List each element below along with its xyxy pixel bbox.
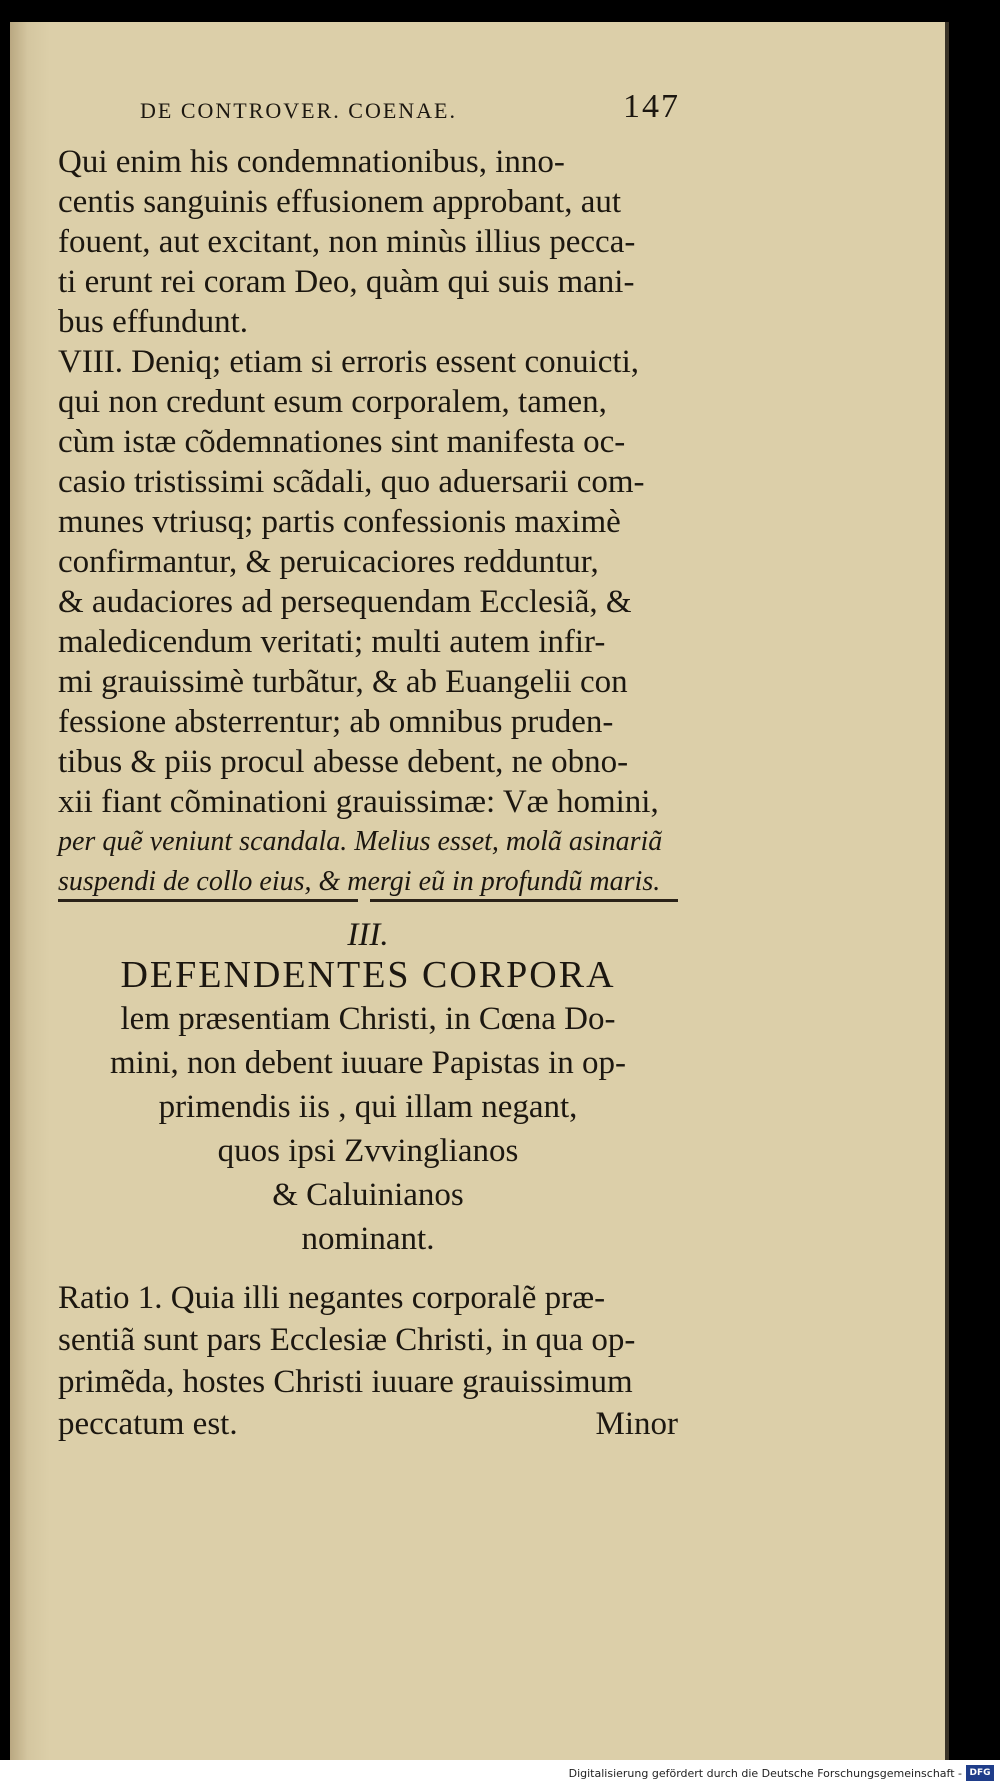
section-divider (58, 899, 678, 905)
ratio-line-last (58, 1404, 678, 1444)
scripture-quote-line: per quẽ veniunt scandala. Melius esset, molã asinariã (58, 826, 663, 857)
ratio-line: sentiã sunt pars Ecclesiæ Christi, in qua op- (58, 1322, 636, 1358)
body-line: confirmantur, & peruicaciores redduntur, (58, 544, 599, 580)
body-line: munes vtriusq; partis confessionis maximè (58, 504, 621, 540)
body-line: cùm istæ cõdemnationes sint manifesta oc- (58, 424, 626, 460)
body-line: maledicendum veritati; multi autem infir- (58, 624, 606, 660)
ratio-line: Ratio 1. Quia illi negantes corporalẽ præ- (58, 1280, 606, 1316)
dfg-logo-icon: DFG (966, 1765, 994, 1781)
body-line: ti erunt rei coram Deo, quàm qui suis mani- (58, 264, 635, 300)
catchword: Minor (595, 1406, 678, 1442)
body-line: Qui enim his condemnationibus, inno- (58, 144, 565, 180)
section-heading-line: nominant. (301, 1221, 435, 1257)
running-title: DE CONTROVER. COENAE. (140, 98, 457, 123)
body-line: mi grauissimè turbãtur, & ab Euangelii con (58, 664, 628, 700)
body-line: casio tristissimi scãdali, quo aduersarii com- (58, 464, 645, 500)
ratio-line-text: peccatum est. (58, 1406, 238, 1442)
ratio-line: primẽda, hostes Christi iuuare grauissimum (58, 1364, 633, 1400)
body-line: qui non credunt esum corporalem, tamen, (58, 384, 607, 420)
body-line: VIII. Deniq; etiam si erroris essent conuicti, (58, 344, 639, 380)
section-heading-line: quos ipsi Zvvinglianos (217, 1133, 519, 1169)
book-page (10, 22, 945, 1760)
section-heading-line: primendis iis , qui illam negant, (158, 1089, 578, 1125)
body-line: xii fiant cõminationi grauissimæ: Væ homini, (58, 784, 659, 820)
section-number: III. (347, 917, 389, 953)
scripture-quote-line: suspendi de collo eius, & mergi eũ in profundũ maris. (58, 866, 661, 897)
body-line: tibus & piis procul abesse debent, ne obno- (58, 744, 629, 780)
body-line: fouent, aut excitant, non minùs illius pecca- (58, 224, 636, 260)
divider-rule (370, 899, 678, 902)
page-edge (945, 22, 949, 1760)
body-line: fessione absterrentur; ab omnibus pruden- (58, 704, 614, 740)
divider-rule (58, 899, 358, 902)
section-heading-line: DEFENDENTES CORPORA (120, 954, 616, 996)
digitization-footer (0, 1760, 1000, 1788)
page-number: 147 (623, 88, 680, 125)
body-line: centis sanguinis effusionem approbant, aut (58, 184, 622, 220)
funding-credit: Digitalisierung gefördert durch die Deutsche Forschungsgemeinschaft - (568, 1767, 962, 1780)
section-heading-line: mini, non debent iuuare Papistas in op- (110, 1045, 626, 1081)
section-heading-line: lem præsentiam Christi, in Cœna Do- (120, 1001, 616, 1037)
body-line: & audaciores ad persequendam Ecclesiã, & (58, 584, 632, 620)
body-line: bus effundunt. (58, 304, 249, 340)
section-heading-line: & Caluinianos (272, 1177, 464, 1213)
